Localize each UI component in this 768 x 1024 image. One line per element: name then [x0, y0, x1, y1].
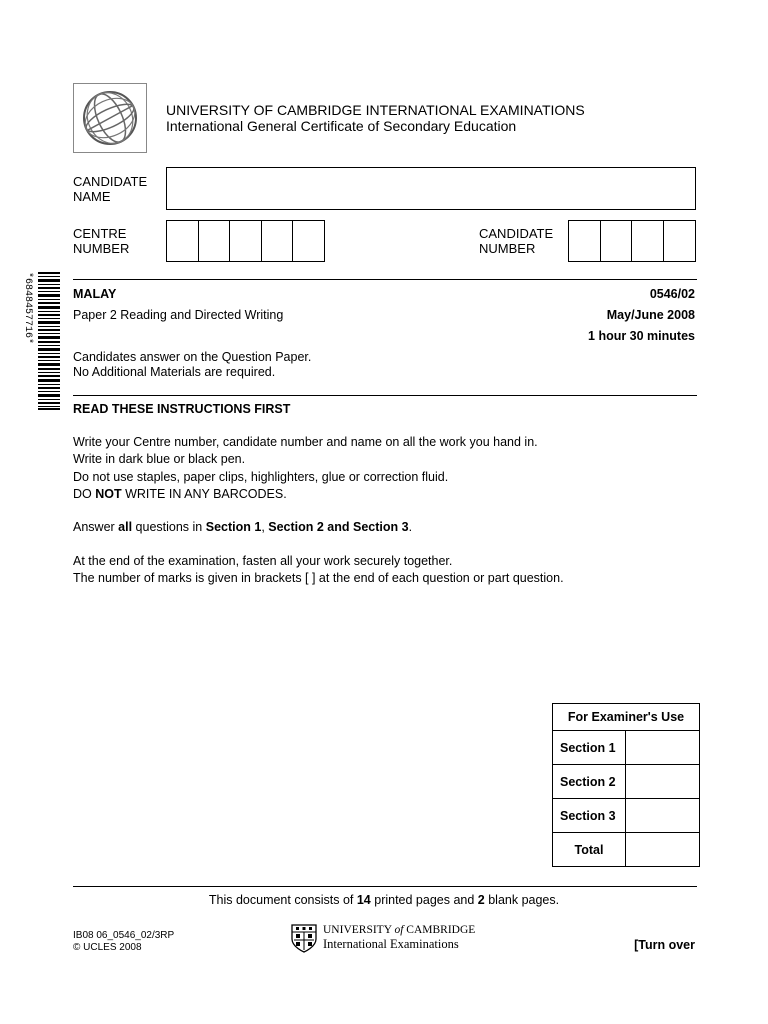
candidate-number-field[interactable]: [568, 220, 696, 262]
instruction-line: The number of marks is given in brackets [ ] at the end of each question or part question.: [73, 571, 564, 585]
candidate-number-label: CANDIDATE NUMBER: [479, 226, 554, 256]
cambridge-logo-text: UNIVERSITY of CAMBRIDGE International Examinations: [323, 924, 476, 951]
examiner-table-title: For Examiner's Use: [553, 704, 700, 731]
examiner-mark-cell[interactable]: [626, 833, 700, 867]
instruction-line: Write in dark blue or black pen.: [73, 452, 246, 466]
instruction-line: DO NOT WRITE IN ANY BARCODES.: [73, 487, 287, 501]
divider: [73, 886, 697, 887]
materials: No Additional Materials are required.: [73, 365, 276, 379]
paper-name: Paper 2 Reading and Directed Writing: [73, 308, 284, 322]
centre-digit-box[interactable]: [199, 221, 231, 261]
centre-digit-box[interactable]: [262, 221, 294, 261]
candidate-digit-box[interactable]: [601, 221, 633, 261]
document-reference: IB08 06_0546_02/3RP © UCLES 2008: [73, 930, 175, 953]
examiner-row-label: Section 1: [553, 731, 626, 765]
turn-over: [Turn over: [634, 938, 695, 952]
examiner-mark-cell[interactable]: [626, 731, 700, 765]
page-count: This document consists of 14 printed pages and 2 blank pages.: [208, 893, 560, 907]
examiner-row-label: Section 2: [553, 765, 626, 799]
instruction-line: Write your Centre number, candidate number and name on all the work you hand in.: [73, 435, 538, 449]
header-title: UNIVERSITY OF CAMBRIDGE INTERNATIONAL EXAMINATIONS: [166, 102, 585, 118]
centre-digit-box[interactable]: [167, 221, 199, 261]
candidate-digit-box[interactable]: [632, 221, 664, 261]
globe-icon: [74, 84, 146, 152]
paper-code: 0546/02: [649, 287, 695, 301]
instruction-line: Do not use staples, paper clips, highlighters, glue or correction fluid.: [73, 470, 449, 484]
examiner-mark-cell[interactable]: [626, 765, 700, 799]
instruction-line: At the end of the examination, fasten all your work securely together.: [73, 554, 453, 568]
cie-globe-logo: [73, 83, 147, 153]
barcode-icon: [38, 272, 60, 410]
centre-number-label: CENTRE NUMBER: [73, 226, 130, 256]
examiner-row-label: Section 3: [553, 799, 626, 833]
centre-digit-box[interactable]: [230, 221, 262, 261]
crest-icon: [290, 923, 318, 953]
centre-digit-box[interactable]: [293, 221, 324, 261]
examiner-row-label: Total: [553, 833, 626, 867]
candidate-name-field[interactable]: [166, 167, 696, 210]
answer-instruction: Answer all questions in Section 1, Section 2 and Section 3.: [73, 520, 413, 534]
examiner-table: [552, 703, 700, 867]
session: May/June 2008: [606, 308, 695, 322]
subject: MALAY: [73, 287, 117, 301]
answer-on: Candidates answer on the Question Paper.: [73, 350, 312, 364]
instructions-heading: READ THESE INSTRUCTIONS FIRST: [73, 402, 291, 416]
candidate-name-label: CANDIDATE NAME: [73, 174, 148, 204]
duration: 1 hour 30 minutes: [588, 329, 695, 343]
centre-number-field[interactable]: [166, 220, 325, 262]
candidate-digit-box[interactable]: [664, 221, 695, 261]
barcode-digits: *6848457716*: [22, 272, 33, 345]
header-subtitle: International General Certificate of Secondary Education: [166, 118, 517, 134]
candidate-digit-box[interactable]: [569, 221, 601, 261]
examiner-mark-cell[interactable]: [626, 799, 700, 833]
divider: [73, 395, 697, 396]
divider: [73, 279, 697, 280]
